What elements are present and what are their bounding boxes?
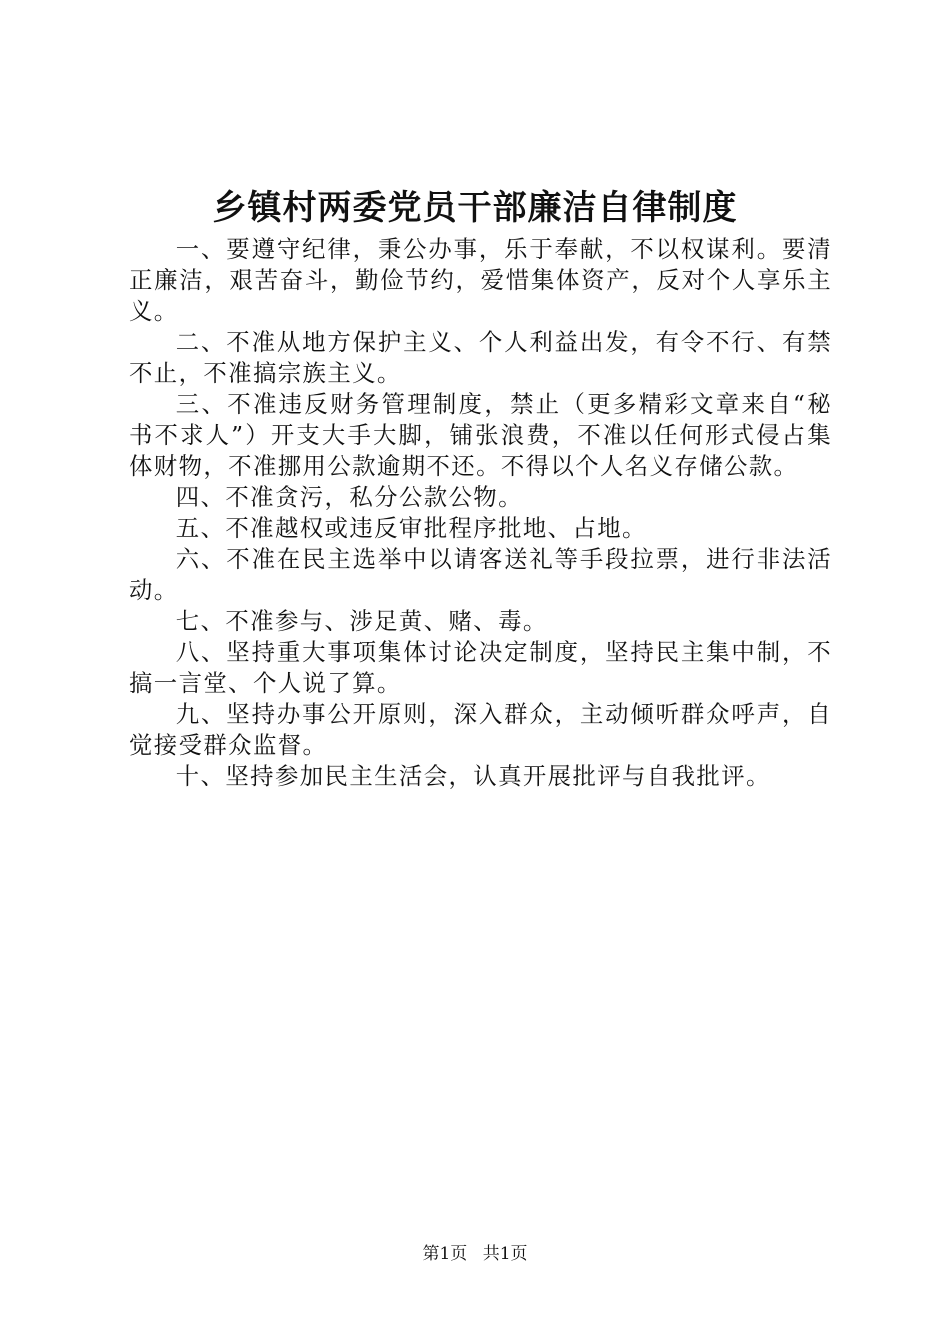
clause-1: 一、要遵守纪律，秉公办事，乐于奉献，不以权谋利。要清正廉洁，艰苦奋斗，勤俭节约，爱惜集体资产，反对个人享乐主义。 (129, 235, 832, 325)
document-title: 乡镇村两委党员干部廉洁自律制度 (212, 188, 738, 228)
page-footer (0, 1242, 950, 1266)
clause-9: 九、坚持办事公开原则，深入群众，主动倾听群众呼声，自觉接受群众监督。 (129, 700, 832, 759)
clause-7: 七、不准参与、涉足黄、赌、毒。 (175, 607, 548, 635)
clause-6: 六、不准在民主选举中以请客送礼等手段拉票，进行非法活动。 (129, 545, 832, 604)
document-body (129, 234, 832, 792)
clause-2: 二、不准从地方保护主义、个人利益出发，有令不行、有禁不止，不准搞宗族主义。 (129, 328, 832, 387)
clause-3: 三、不准违反财务管理制度，禁止（更多精彩文章来自“秘书不求人”）开支大手大脚，铺张浪费，不准以任何形式侵占集体财物，不准挪用公款逾期不还。不得以个人名义存储公款。 (129, 390, 832, 480)
page-number: 第1页 (422, 1244, 468, 1264)
clause-4: 四、不准贪污，私分公款公物。 (175, 483, 523, 511)
clause-8: 八、坚持重大事项集体讨论决定制度，坚持民主集中制，不搞一言堂、个人说了算。 (129, 638, 832, 697)
page-total: 共1页 (482, 1244, 528, 1264)
clause-5: 五、不准越权或违反审批程序批地、占地。 (175, 514, 647, 542)
clause-10: 十、坚持参加民主生活会，认真开展批评与自我批评。 (175, 762, 771, 790)
